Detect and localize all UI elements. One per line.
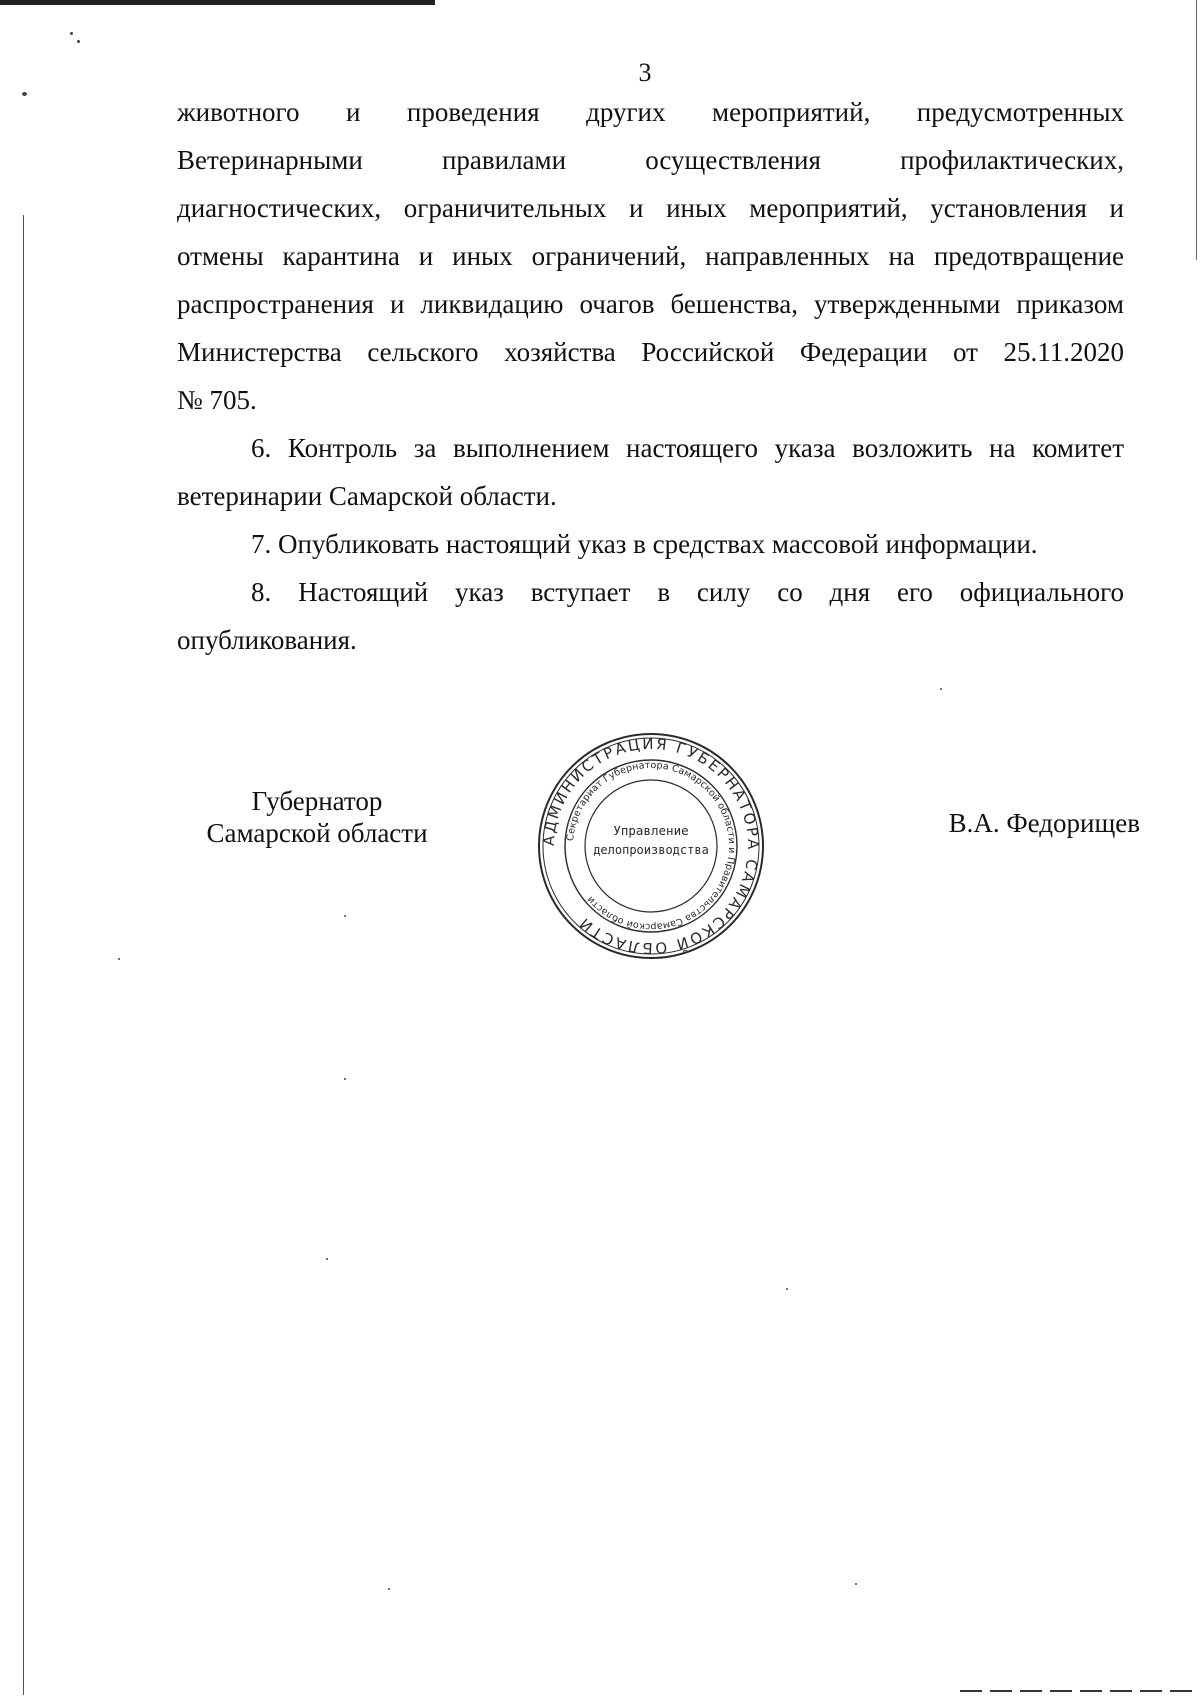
signatory-name: В.А. Федорищев (948, 808, 1140, 838)
seal-center-text: делопроизводства (593, 843, 709, 857)
signatory-position-line: Самарской области (206, 818, 428, 848)
text-line: животного и проведения других мероприятий, предусмотренных (177, 97, 1124, 127)
text-line: диагностических, ограничительных и иных мероприятий, установления и (177, 193, 1124, 223)
scan-speck (77, 40, 80, 43)
seal-inner-text: Секретариат Губернатора Самарской области и Правительства Самарской области (565, 759, 738, 933)
scan-speck (22, 92, 27, 96)
scan-speck (855, 1583, 857, 1585)
paragraph-6: 6. Контроль за выполнением настоящего указа возложить на комитет (251, 433, 1124, 463)
scan-speck (326, 1258, 328, 1260)
scan-speck (118, 958, 120, 960)
paragraph-8: 8. Настоящий указ вступает в силу со дня его официального (251, 577, 1124, 607)
scan-speck (786, 1288, 788, 1290)
scan-edge-artifact (1196, 0, 1197, 260)
document-body (177, 88, 1124, 664)
scan-speck (388, 1588, 390, 1590)
text-line: опубликования. (177, 625, 357, 655)
scan-speck (344, 1078, 346, 1080)
page-number: 3 (638, 58, 652, 87)
text-line: ветеринарии Самарской области. (177, 481, 557, 511)
scan-edge-artifact (0, 0, 435, 5)
signatory-position (182, 785, 452, 849)
text-line: распространения и ликвидацию очагов бешенства, утвержденными приказом (177, 289, 1124, 319)
official-seal-stamp (535, 730, 767, 962)
paragraph-7: 7. Опубликовать настоящий указ в средствах массовой информации. (251, 529, 1038, 559)
scan-speck (344, 915, 346, 917)
scan-speck (940, 688, 942, 690)
seal-outer-text: АДМИНИСТРАЦИЯ ГУБЕРНАТОРА САМАРСКОЙ ОБЛАСТИ (539, 734, 763, 958)
signatory-position-line: Губернатор (251, 786, 383, 816)
scan-edge-artifact (23, 215, 24, 1695)
seal-center-text: Управление (613, 823, 689, 838)
text-line: № 705. (177, 385, 257, 415)
text-line: Министерства сельского хозяйства Российской Федерации от 25.11.2020 (177, 337, 1124, 367)
scan-speck (70, 32, 73, 35)
text-line: Ветеринарными правилами осуществления профилактических, (177, 145, 1124, 175)
scan-edge-artifact (960, 1690, 1200, 1692)
text-line: отмены карантина и иных ограничений, направленных на предотвращение (177, 241, 1124, 271)
